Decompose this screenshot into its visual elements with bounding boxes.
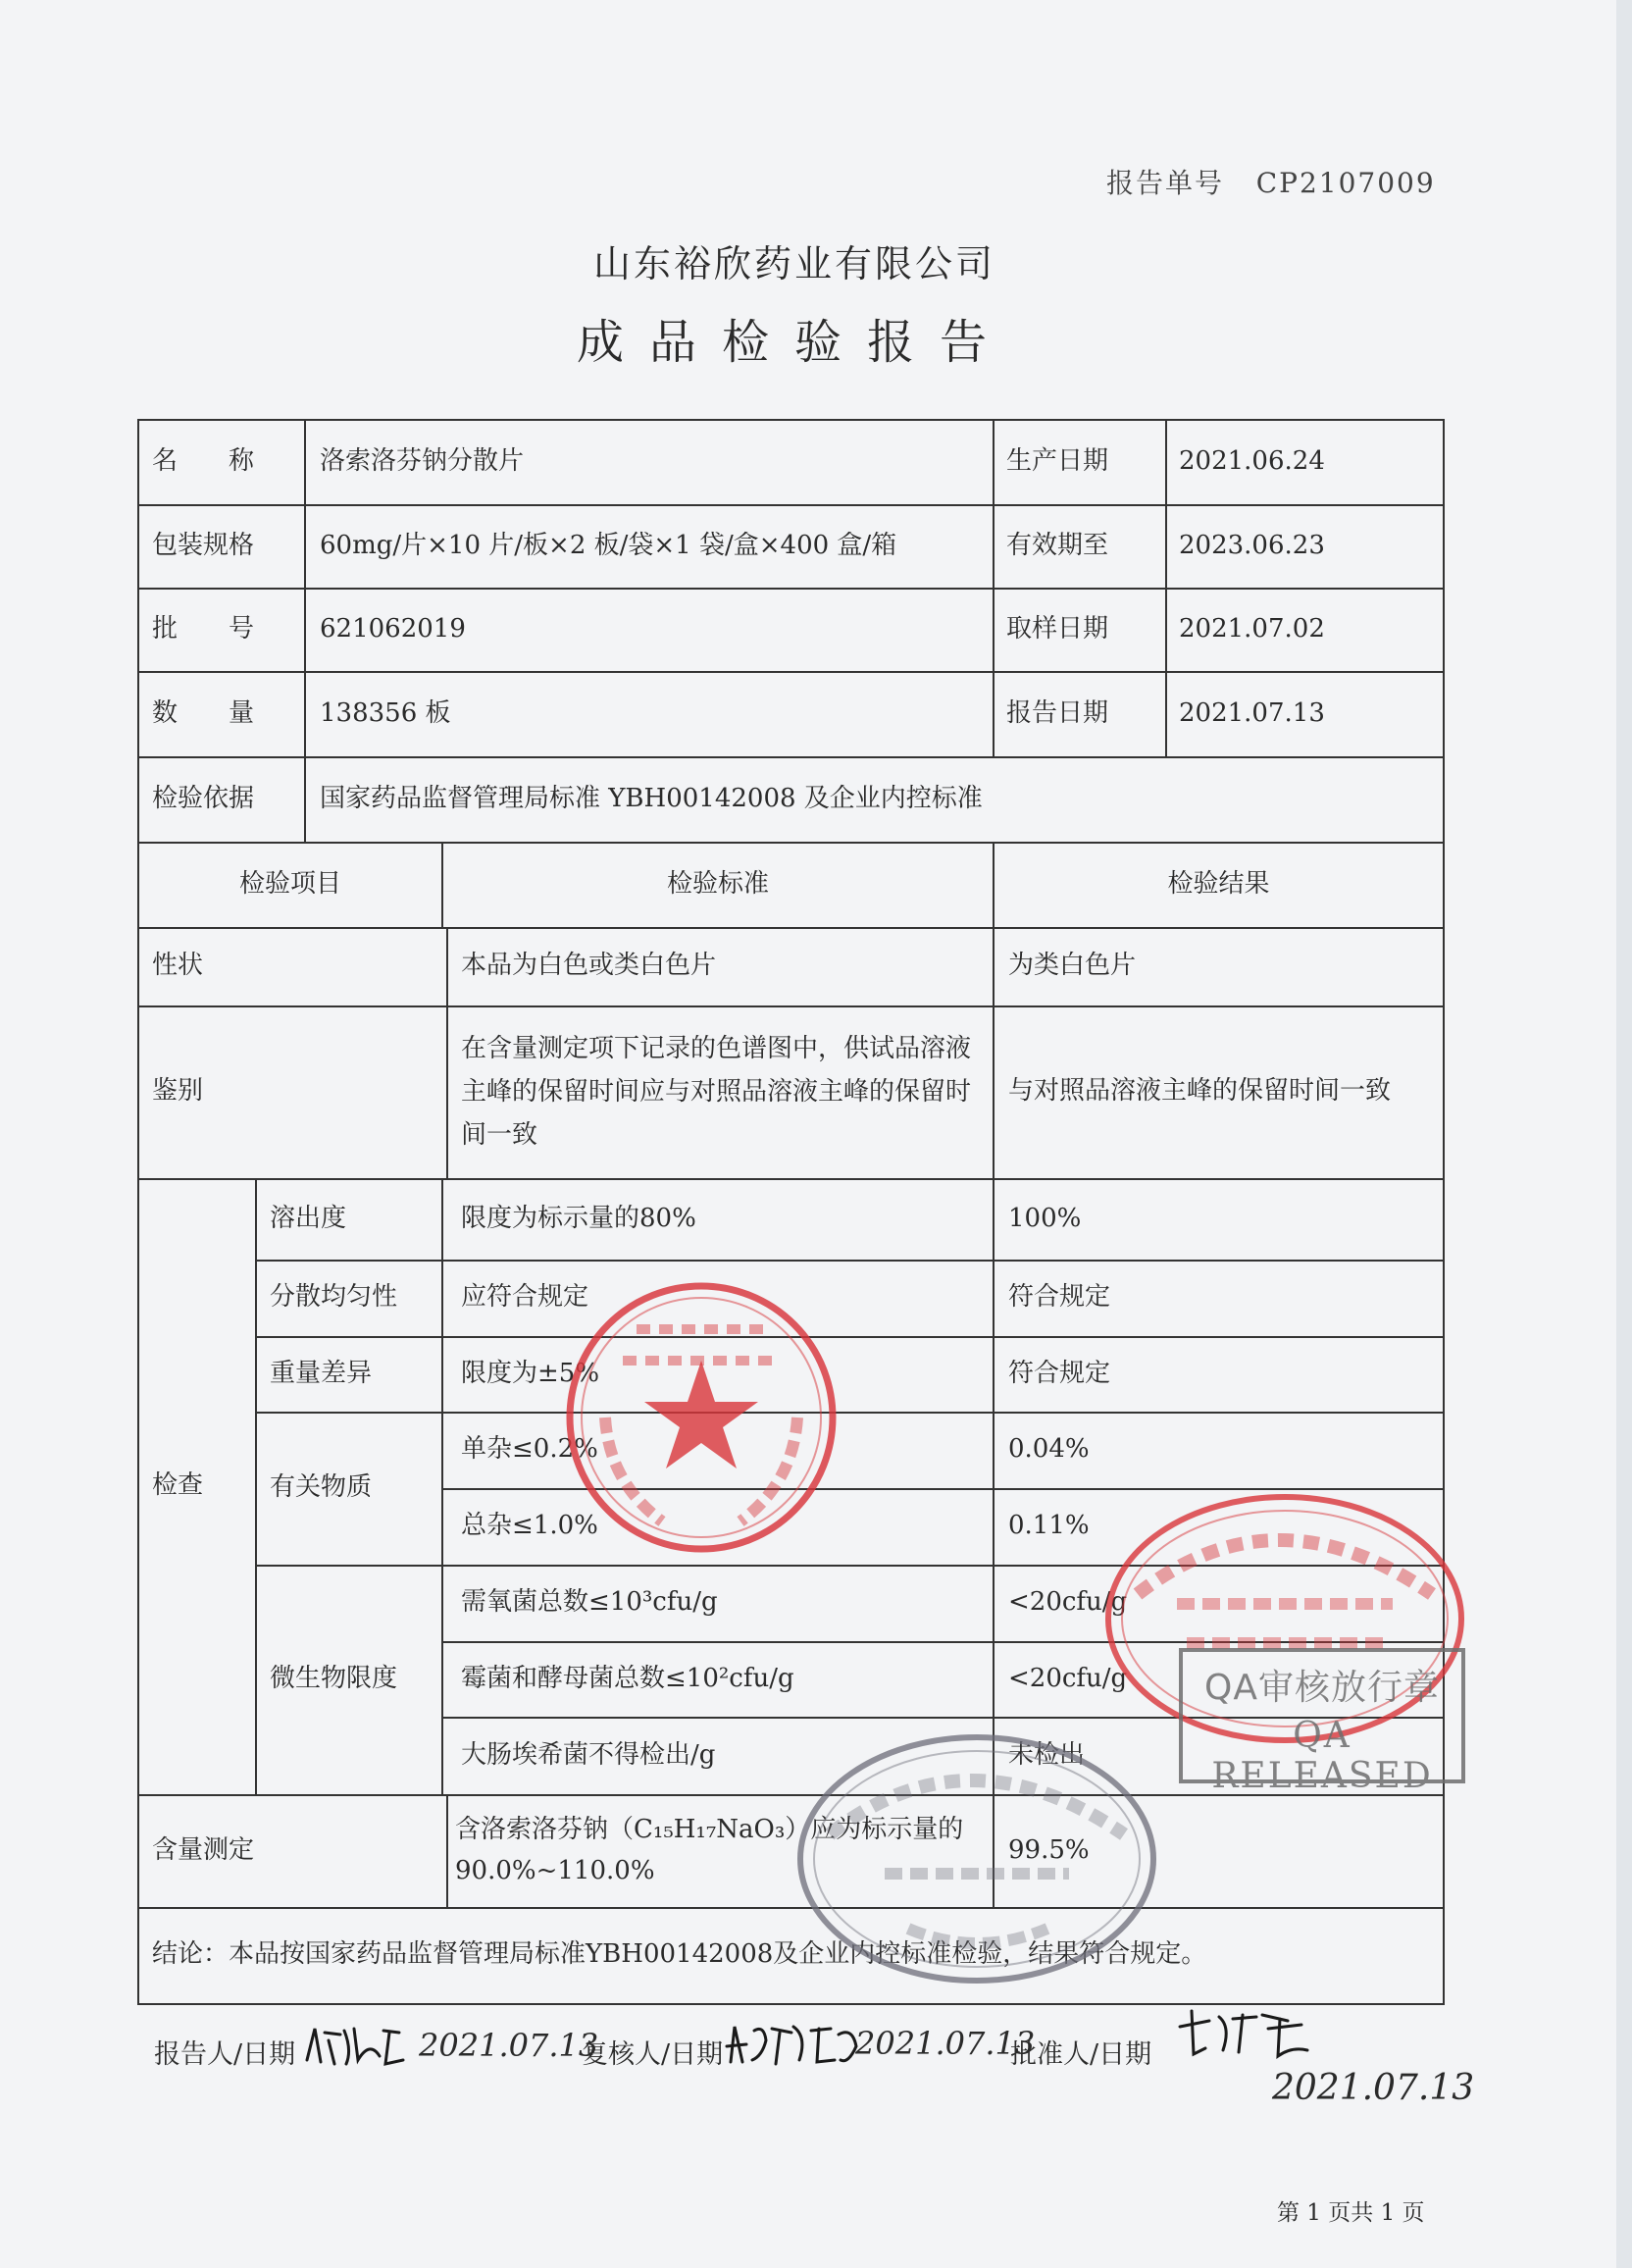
report-number-label: 报告单号 <box>1106 167 1225 199</box>
microbial-limit-item: 微生物限度 <box>270 1664 398 1694</box>
appearance-item: 性状 <box>152 951 204 981</box>
batch-label: 批 号 <box>152 613 255 644</box>
header-standard: 检验标准 <box>666 868 769 899</box>
report-date-value: 2021.07.13 <box>1179 697 1325 728</box>
dissolution-standard: 限度为标示量的80% <box>461 1203 696 1233</box>
inspection-stamp <box>790 1727 1163 1991</box>
reporter-date: 2021.07.13 <box>419 2027 599 2064</box>
page-edge <box>1616 0 1632 2268</box>
prod-date-value: 2021.06.24 <box>1179 445 1325 476</box>
qa-stamp-line2: QA RELEASED <box>1211 1716 1433 1796</box>
identification-item: 鉴别 <box>152 1076 204 1107</box>
batch-value: 621062019 <box>320 613 466 644</box>
header-item: 检验项目 <box>238 868 341 899</box>
dissolution-result: 100% <box>1008 1203 1082 1233</box>
spec-label: 包装规格 <box>152 530 255 560</box>
qa-release-stamp <box>1179 1648 1465 1796</box>
name-value: 洛索洛芬钠分散片 <box>320 445 525 476</box>
prod-date-label: 生产日期 <box>1006 445 1109 476</box>
basis-label: 检验依据 <box>152 783 255 813</box>
approver-date: 2021.07.13 <box>1272 2068 1475 2108</box>
col-divider <box>1165 419 1167 756</box>
weight-variation-standard: 限度为±5% <box>461 1358 600 1388</box>
col-divider <box>993 419 994 756</box>
inspection-label: 检查 <box>152 1470 204 1501</box>
reviewer-date: 2021.07.13 <box>855 2025 1036 2062</box>
ecoli-result: 未检出 <box>1008 1739 1086 1770</box>
sample-date-value: 2021.07.02 <box>1179 613 1325 644</box>
aerobic-count-standard: 需氧菌总数≤10³cfu/g <box>461 1587 718 1618</box>
reporter-label: 报告人/日期 <box>154 2039 296 2070</box>
identification-result: 与对照品溶液主峰的保留时间一致 <box>1008 1076 1392 1107</box>
assay-standard: 含洛索洛芬钠（C₁₅H₁₇NaO₃）应为标示量的90.0%~110.0% <box>455 1814 964 1885</box>
qa-stamp-line1: QA审核放行章 <box>1204 1668 1440 1708</box>
single-impurity-result: 0.04% <box>1008 1434 1090 1465</box>
reviewer-label: 复核人/日期 <box>582 2039 724 2070</box>
related-substances-item: 有关物质 <box>270 1472 373 1503</box>
assay-item: 含量测定 <box>152 1834 255 1865</box>
report-date-label: 报告日期 <box>1006 697 1109 728</box>
expiry-value: 2023.06.23 <box>1179 530 1325 560</box>
spec-value: 60mg/片×10 片/板×2 板/袋×1 袋/盒×400 盒/箱 <box>320 530 897 560</box>
identification-standard: 在含量测定项下记录的色谱图中，供试品溶液主峰的保留时间应与对照品溶液主峰的保留时间一致 <box>461 1034 972 1150</box>
ecoli-standard: 大肠埃希菌不得检出/g <box>461 1739 716 1770</box>
col-divider <box>255 1178 257 1794</box>
table-border-left <box>137 419 139 2005</box>
dispersion-standard: 应符合规定 <box>461 1282 589 1313</box>
approver-label: 批准人/日期 <box>1010 2039 1152 2070</box>
dispersion-result: 符合规定 <box>1008 1282 1111 1313</box>
reporter-signature <box>301 2021 409 2072</box>
col-divider <box>304 419 306 842</box>
company-name: 山东裕欣药业有限公司 <box>592 242 995 285</box>
single-impurity-standard: 单杂≤0.2% <box>461 1434 598 1465</box>
weight-variation-item: 重量差异 <box>270 1358 373 1388</box>
aerobic-count-result: <20cfu/g <box>1008 1587 1128 1618</box>
appearance-standard: 本品为白色或类白色片 <box>461 951 717 981</box>
report-number <box>1106 162 1436 201</box>
report-number-value: CP2107009 <box>1255 167 1436 199</box>
col-divider <box>446 1794 448 1907</box>
reviewer-signature <box>723 2017 870 2072</box>
basis-value: 国家药品监督管理局标准 YBH00142008 及企业内控标准 <box>320 783 983 813</box>
mold-yeast-result: <20cfu/g <box>1008 1663 1128 1693</box>
document-title: 成品检验报告 <box>576 315 1012 370</box>
quantity-value: 138356 板 <box>320 697 451 728</box>
approver-signature <box>1170 2007 1327 2064</box>
quality-control-stamp <box>554 1270 848 1565</box>
col-divider <box>446 927 448 1178</box>
total-impurity-standard: 总杂≤1.0% <box>461 1511 598 1541</box>
conclusion: 结论：本品按国家药品监督管理局标准YBH00142008及企业内控标准检验，结果符合规定。 <box>152 1939 1207 1970</box>
header-result: 检验结果 <box>1167 868 1270 899</box>
total-impurity-result: 0.11% <box>1008 1511 1090 1541</box>
dissolution-item: 溶出度 <box>270 1203 347 1233</box>
assay-result: 99.5% <box>1008 1834 1090 1865</box>
expiry-label: 有效期至 <box>1006 530 1109 560</box>
table-border-bottom <box>137 2003 1445 2005</box>
quantity-label: 数 量 <box>152 697 255 728</box>
weight-variation-result: 符合规定 <box>1008 1358 1111 1388</box>
sample-date-label: 取样日期 <box>1006 613 1109 644</box>
name-label: 名 称 <box>152 445 255 476</box>
col-divider <box>441 1178 443 1794</box>
mold-yeast-standard: 霉菌和酵母菌总数≤10²cfu/g <box>461 1663 794 1693</box>
appearance-result: 为类白色片 <box>1008 951 1137 981</box>
dispersion-item: 分散均匀性 <box>270 1282 398 1313</box>
page-number: 第 1 页共 1 页 <box>1277 2200 1425 2226</box>
